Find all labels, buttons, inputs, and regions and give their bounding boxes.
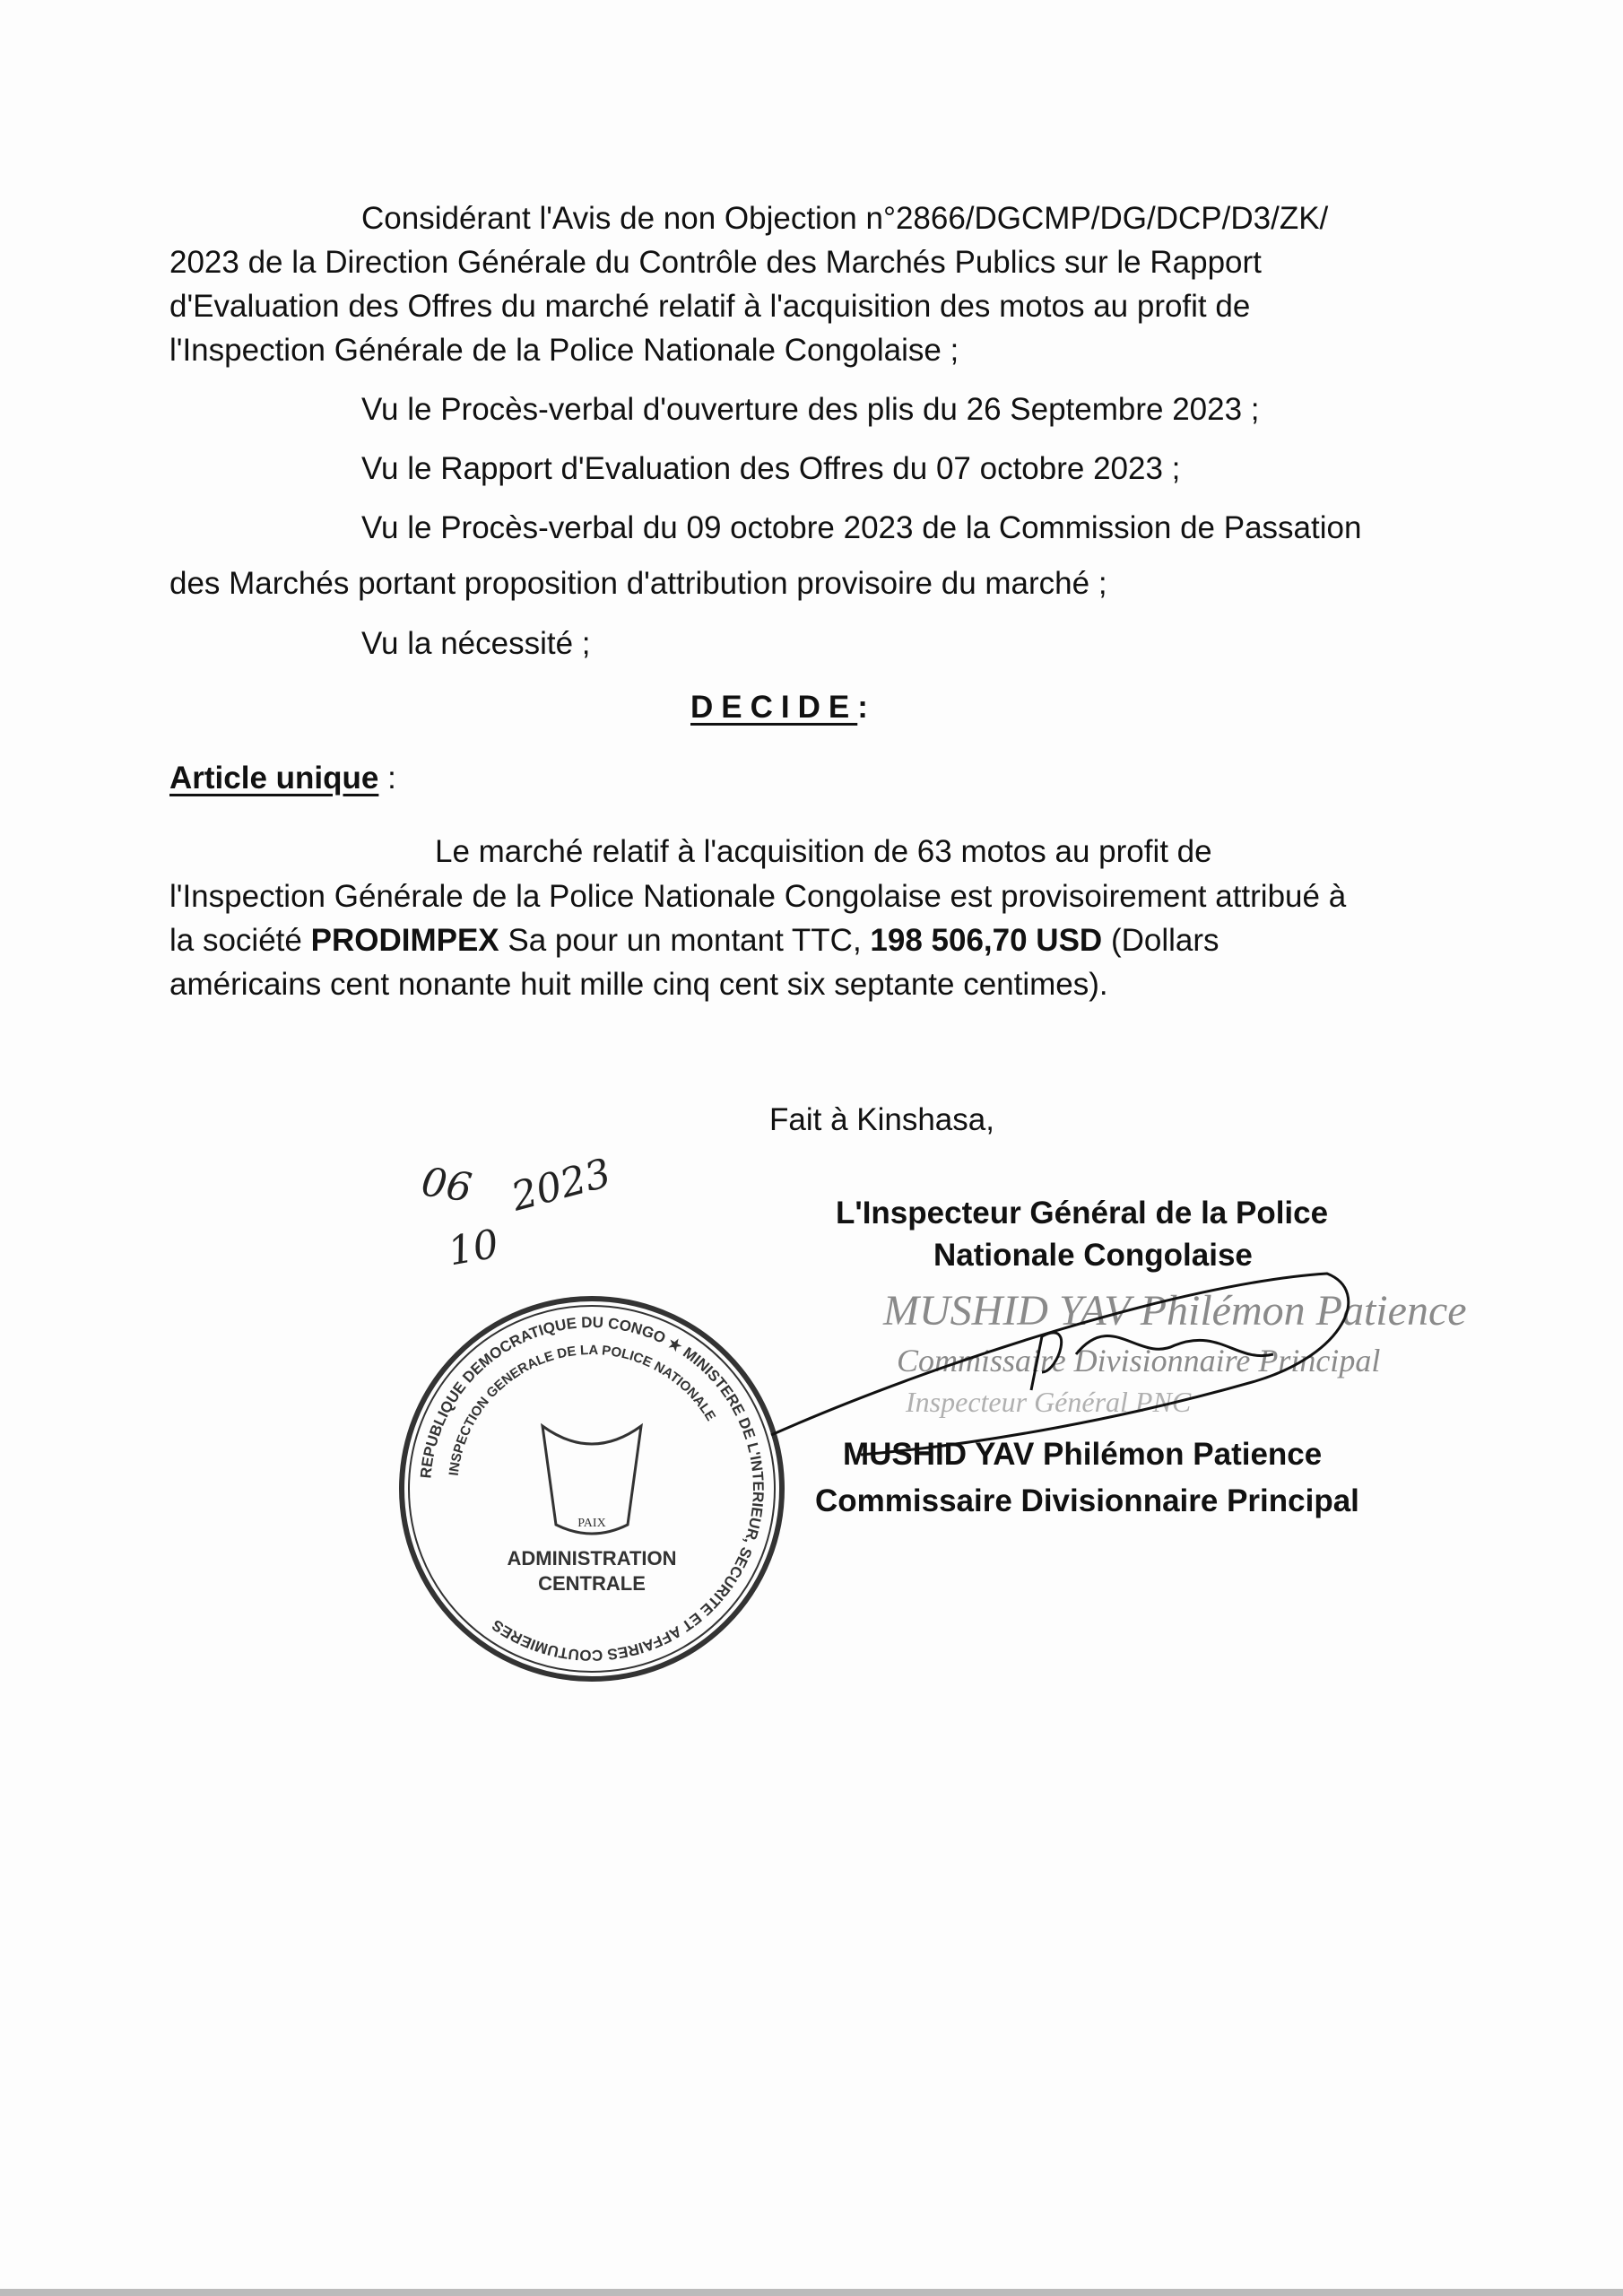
decide-word: DECIDE (690, 690, 858, 725)
scan-edge (0, 2289, 1623, 2296)
signatory-name: MUSHID YAV Philémon Patience (843, 1437, 1323, 1472)
seal-center-line-2: CENTRALE (538, 1572, 646, 1595)
handwritten-day: 06 (418, 1159, 475, 1212)
article-line-3 (169, 921, 1219, 961)
vu-rapport-evaluation: Vu le Rapport d'Evaluation des Offres du 07 octobre 2023 ; (361, 451, 1181, 486)
handwritten-year: 2023 (507, 1150, 616, 1221)
handwritten-month: 10 (444, 1221, 502, 1275)
article-line-4: américains cent nonante huit mille cinq cent six septante centimes). (169, 967, 1108, 1002)
decide-colon: : (857, 690, 868, 725)
contract-amount: 198 506,70 USD (870, 923, 1103, 958)
company-name: PRODIMPEX (310, 923, 499, 958)
seal-center-line-1: ADMINISTRATION (507, 1547, 677, 1570)
considerant-line-4: l'Inspection Générale de la Police Nationale Congolaise ; (169, 333, 959, 368)
considerant-line-2: 2023 de la Direction Générale du Contrôle des Marchés Publics sur le Rapport (169, 245, 1262, 280)
handwritten-signature (753, 1256, 1363, 1471)
article-line-3-pre: la société (169, 923, 302, 958)
article-line-3-post: (Dollars (1110, 923, 1219, 958)
official-seal (395, 1292, 789, 1686)
signatory-title-2: Nationale Congolaise (933, 1238, 1253, 1273)
name-stamp-name: MUSHID YAV Philémon Patience (883, 1287, 1467, 1335)
article-line-2: l'Inspection Générale de la Police Nationale Congolaise est provisoirement attribué à (169, 879, 1347, 914)
signatory-rank: Commissaire Divisionnaire Principal (815, 1483, 1359, 1518)
vu-proces-verbal-ouverture: Vu le Procès-verbal d'ouverture des plis du 26 Septembre 2023 ; (361, 392, 1260, 427)
article-heading (169, 759, 396, 798)
seal-inner-text: INSPECTION GENERALE DE LA POLICE NATIONALE (446, 1342, 719, 1477)
place-of-signature: Fait à Kinshasa, (769, 1102, 994, 1137)
article-line-1: Le marché relatif à l'acquisition de 63 motos au profit de (435, 834, 1212, 869)
considerant-line-1: Considérant l'Avis de non Objection n°2866/DGCMP/DG/DCP/D3/ZK/ (361, 201, 1329, 236)
name-stamp-rank: Commissaire Divisionnaire Principal (897, 1343, 1381, 1378)
name-stamp-role: Inspecteur Général PNC (906, 1386, 1192, 1418)
seal-outer-text: REPUBLIQUE DEMOCRATIQUE DU CONGO ★ MINISTERE DE L'INTERIEUR, SECURITE ET AFFAIRES COUTUMIERES (417, 1313, 768, 1665)
vu-proces-verbal-commission: Vu le Procès-verbal du 09 octobre 2023 de la Commission de Passation (361, 510, 1362, 545)
signatory-title-1: L'Inspecteur Général de la Police (836, 1196, 1329, 1231)
article-line-3-mid: Sa pour un montant TTC, (508, 923, 862, 958)
article-colon: : (387, 761, 396, 796)
considerant-line-3: d'Evaluation des Offres du marché relatif à l'acquisition des motos au profit de (169, 289, 1251, 324)
seal-motto: PAIX (577, 1517, 606, 1530)
decide-heading (690, 688, 868, 727)
vu-proces-verbal-commission-cont: des Marchés portant proposition d'attribution provisoire du marché ; (169, 566, 1107, 601)
vu-necessite: Vu la nécessité ; (361, 626, 591, 661)
article-title: Article unique (169, 761, 379, 796)
